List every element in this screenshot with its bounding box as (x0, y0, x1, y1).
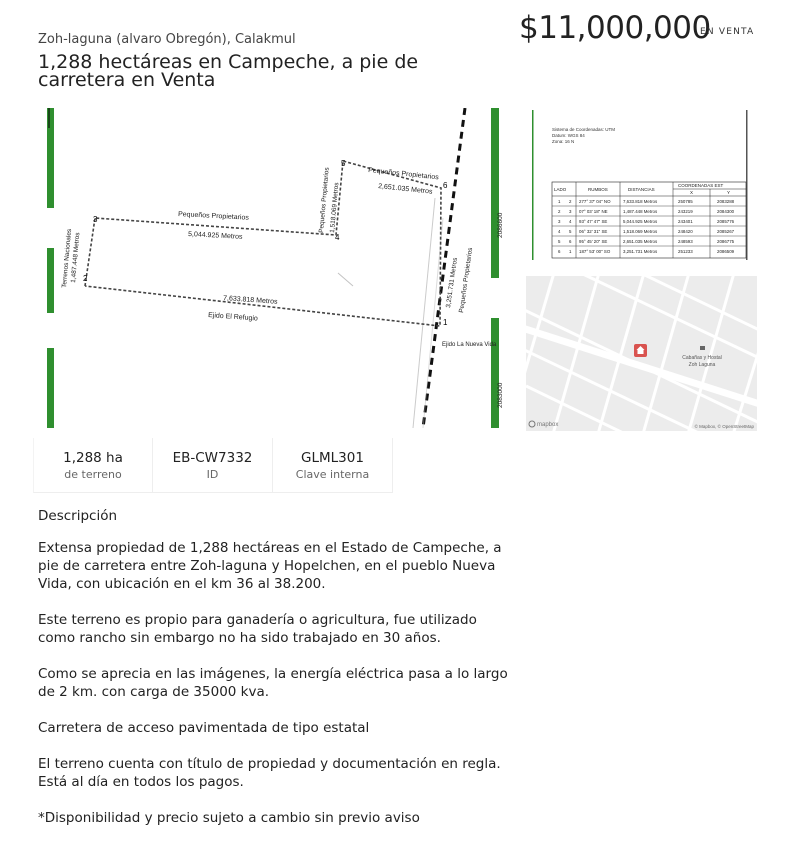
coords-cell: 2083288 (717, 199, 735, 204)
right-border-band (491, 108, 499, 428)
coords-cell: 3,251.731 Metros (623, 249, 658, 254)
plan-label-dist-3251: 3,251.731 Metros (445, 257, 460, 309)
coords-cell: 5,044.925 Metros (623, 219, 658, 224)
coords-cell: 251233 (678, 249, 693, 254)
coords-cell: 6 (569, 239, 572, 244)
description-paragraph: Este terreno es propio para ganadería o agricultura, fue utilizado como rancho sin embargo no ha sido trabajado en 30 años. (38, 612, 477, 646)
map-poi-label-1: Cabañas y Hostal (682, 355, 722, 361)
survey-plan-drawing (38, 108, 506, 428)
plan-label-pequenos-3: Pequeños Propietarios (367, 167, 439, 182)
stat-internal-key (273, 438, 393, 493)
description-paragraph: El terreno cuenta con título de propiedad y documentación en regla. Está al día en todos los pagos. (38, 756, 501, 790)
plan-label-dist-7633: 7,633.818 Metros (222, 295, 278, 306)
coords-col-y: Y (727, 190, 731, 195)
coordinates-table-image (526, 108, 757, 268)
coords-cell: 2,651.035 Metros (623, 239, 658, 244)
coords-cell: 6 (558, 249, 561, 254)
coords-cell: 2086509 (717, 249, 735, 254)
map-poi-label-2: Zoh Laguna (688, 362, 716, 368)
stat-id-label: ID (206, 468, 219, 481)
property-stats (33, 438, 393, 493)
stat-id-value: EB-CW7332 (172, 450, 253, 466)
coords-cell: 3 (569, 209, 572, 214)
coords-cell: 3 (558, 219, 561, 224)
coords-cell: 1 (569, 249, 572, 254)
listing-location: Zoh-laguna (alvaro Obregón), Calakmul (38, 32, 296, 47)
gallery-thumb-coordinates[interactable] (526, 108, 757, 268)
coords-cell: 2 (558, 209, 561, 214)
coords-col-lado: LADO (554, 187, 567, 192)
coords-cell: 5 (558, 239, 561, 244)
coords-col-rumbos: RUMBOS (588, 187, 608, 192)
vertex-label-3: 3 (93, 215, 98, 224)
map-attribution[interactable]: © Mapbox, © OpenStreetMap (694, 424, 754, 429)
description-heading: Descripción (38, 508, 118, 524)
coords-cell: 2085267 (717, 229, 735, 234)
coords-header-line-3: Zona: 16 N (552, 139, 575, 144)
coords-cell: 248593 (678, 239, 693, 244)
left-border-band (47, 108, 54, 428)
coords-cell: 06° 32' 31" SE (579, 229, 608, 234)
coords-cell: 4 (558, 229, 561, 234)
road-line (423, 108, 465, 428)
coords-cell: 7,633.818 Metros (623, 199, 658, 204)
coords-table-rows (552, 199, 746, 254)
listing-title: 1,288 hectáreas en Campeche, a pie de carretera en Venta (38, 51, 419, 91)
plan-label-ejido-nueva-vida: Ejido La Nueva Vida (442, 342, 497, 348)
map-logo-text: mapbox (537, 422, 559, 428)
description-paragraph: *Disponibilidad y precio sujeto a cambio sin previo aviso (38, 810, 420, 826)
plan-label-ejido-refugio: Ejido El Refugio (207, 312, 259, 323)
plan-label-terrenos-nacionales: Terrenos Nacionales (61, 228, 74, 289)
home-marker-icon[interactable] (634, 344, 647, 357)
coords-cell: 2 (569, 199, 572, 204)
listing-status-badge: EN VENTA (700, 27, 755, 37)
coords-cell: 250785 (678, 199, 693, 204)
plan-label-coord-top: 2086600 (497, 212, 504, 238)
coords-cell: 1,518.069 Metros (623, 229, 658, 234)
stat-internal-key-label: Clave interna (295, 468, 370, 481)
plan-label-dist-1518: 1,518.069 Metros (329, 182, 341, 234)
description-paragraph: Como se aprecia en las imágenes, la energía eléctrica pasa a lo largo de 2 km. con carga de 35000 kva. (38, 666, 508, 700)
coords-cell: 243401 (678, 219, 693, 224)
coords-cell: 1 (558, 199, 561, 204)
stat-area-value: 1,288 ha (63, 450, 123, 466)
vertex-label-5: 5 (341, 159, 346, 168)
description-body (38, 539, 518, 845)
coords-cell: 243219 (678, 209, 693, 214)
plan-label-pequenos-2: Pequeños Propietarios (318, 167, 331, 234)
coords-cell: 2086775 (717, 239, 735, 244)
description-paragraph: Extensa propiedad de 1,288 hectáreas en el Estado de Campeche, a pie de carretera entre Zoh-laguna y Hopelchen, en el pueblo Nueva Vida, con ubicación en el km 36 al 38.200. (38, 540, 502, 592)
vertex-label-4: 4 (335, 233, 340, 242)
coords-cell: 93° 47' 47" SE (579, 219, 608, 224)
coords-cell: 248420 (678, 229, 693, 234)
vertex-label-2: 2 (83, 274, 88, 283)
location-map (526, 276, 757, 431)
plan-label-coord-bottom: 2083000 (497, 382, 504, 408)
coords-col-coordenadas: COORDENADAS EST (678, 183, 724, 188)
coords-cell: 2084300 (717, 209, 735, 214)
stat-area (33, 438, 153, 493)
main-gallery-image[interactable] (38, 108, 506, 428)
coords-header-line-2: Datum: WGS 84 (552, 133, 585, 138)
plan-label-dist-5044: 5,044.925 Metros (187, 231, 243, 241)
vertex-label-6: 6 (443, 181, 448, 190)
plan-label-dist-1487: 1,487.448 Metros (70, 232, 82, 284)
plan-label-pequenos-4: Pequeños Propietarios (458, 247, 475, 314)
coords-col-x: X (690, 190, 694, 195)
stat-id (153, 438, 273, 493)
coords-cell: 1,487.448 Metros (623, 209, 658, 214)
coords-cell: 95° 45' 20" SE (579, 239, 608, 244)
vertex-label-1: 1 (443, 318, 448, 327)
description-paragraph: Carretera de acceso pavimentada de tipo estatal (38, 720, 370, 736)
poi-lodging-icon (700, 346, 705, 350)
coords-col-distancias: DISTANCIAS (628, 187, 655, 192)
coords-cell: 07° 03' 18" NE (579, 209, 608, 214)
coords-cell: 187° 53' 00" SO (579, 249, 611, 254)
gallery-thumb-map[interactable] (526, 276, 757, 431)
stat-internal-key-value: GLML301 (301, 450, 364, 466)
listing-price: $11,000,000 (519, 10, 711, 46)
coords-cell: 5 (569, 229, 572, 234)
stat-area-label: de terreno (64, 468, 122, 481)
plan-label-pequenos-1: Pequeños Propietarios (177, 211, 249, 222)
coords-header-line-1: Sistema de Coordenadas: UTM (552, 127, 616, 132)
coords-cell: 4 (569, 219, 572, 224)
coords-cell: 2085776 (717, 219, 735, 224)
plan-label-dist-2651: 2,651.035 Metros (377, 183, 433, 196)
coords-cell: 277° 37' 04" NO (579, 199, 611, 204)
